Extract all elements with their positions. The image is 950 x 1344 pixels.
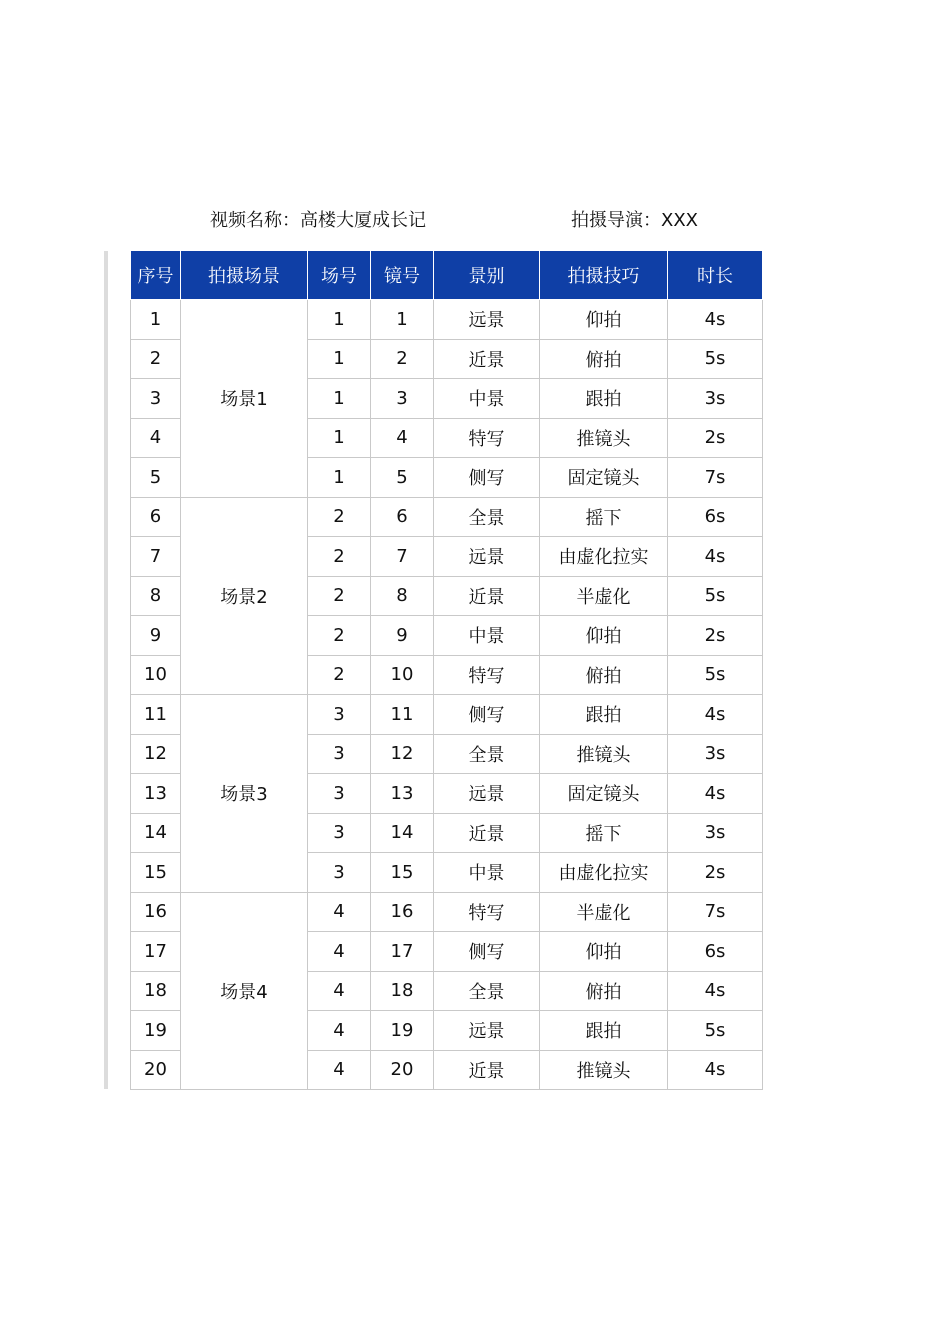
cell-duration: 3s: [668, 379, 763, 419]
cell-shot-size: 中景: [434, 616, 540, 656]
cell-duration: 4s: [668, 537, 763, 577]
cell-duration: 7s: [668, 458, 763, 498]
cell-shot-size: 近景: [434, 813, 540, 853]
cell-scene-no: 2: [308, 655, 371, 695]
cell-technique: 跟拍: [540, 1011, 668, 1051]
cell-shot-size: 全景: [434, 971, 540, 1011]
table-row: [131, 300, 763, 340]
cell-scene-no: 2: [308, 537, 371, 577]
cell-duration: 4s: [668, 1050, 763, 1090]
cell-shot-no: 20: [371, 1050, 434, 1090]
cell-no: 8: [131, 576, 181, 616]
left-accent-bar: [104, 251, 108, 1089]
cell-technique: 跟拍: [540, 379, 668, 419]
cell-scene-no: 3: [308, 734, 371, 774]
cell-scene-no: 3: [308, 813, 371, 853]
cell-duration: 3s: [668, 813, 763, 853]
cell-shot-size: 远景: [434, 1011, 540, 1051]
cell-shot-no: 1: [371, 300, 434, 340]
cell-no: 5: [131, 458, 181, 498]
cell-technique: 仰拍: [540, 616, 668, 656]
cell-no: 3: [131, 379, 181, 419]
cell-shot-no: 7: [371, 537, 434, 577]
header-cell-no: 序号: [131, 251, 181, 300]
document-meta: [0, 206, 950, 236]
cell-shot-no: 10: [371, 655, 434, 695]
cell-scene: 场景1: [181, 300, 308, 498]
cell-scene-no: 4: [308, 1050, 371, 1090]
cell-no: 2: [131, 339, 181, 379]
cell-technique: 推镜头: [540, 1050, 668, 1090]
cell-scene-no: 3: [308, 853, 371, 893]
cell-no: 12: [131, 734, 181, 774]
cell-shot-size: 侧写: [434, 458, 540, 498]
cell-technique: 由虚化拉实: [540, 853, 668, 893]
cell-scene-no: 4: [308, 1011, 371, 1051]
cell-no: 7: [131, 537, 181, 577]
cell-shot-no: 16: [371, 892, 434, 932]
cell-technique: 固定镜头: [540, 774, 668, 814]
cell-duration: 5s: [668, 655, 763, 695]
cell-technique: 摇下: [540, 813, 668, 853]
cell-no: 9: [131, 616, 181, 656]
cell-shot-no: 4: [371, 418, 434, 458]
cell-scene: 场景4: [181, 892, 308, 1090]
cell-duration: 4s: [668, 300, 763, 340]
table-row: [131, 497, 763, 537]
cell-shot-no: 9: [371, 616, 434, 656]
cell-duration: 6s: [668, 497, 763, 537]
cell-shot-no: 11: [371, 695, 434, 735]
cell-technique: 跟拍: [540, 695, 668, 735]
cell-duration: 7s: [668, 892, 763, 932]
cell-duration: 2s: [668, 418, 763, 458]
cell-no: 11: [131, 695, 181, 735]
cell-no: 15: [131, 853, 181, 893]
cell-no: 20: [131, 1050, 181, 1090]
cell-shot-no: 5: [371, 458, 434, 498]
cell-no: 18: [131, 971, 181, 1011]
cell-technique: 仰拍: [540, 932, 668, 972]
cell-shot-no: 18: [371, 971, 434, 1011]
director-value: XXX: [661, 210, 698, 231]
cell-shot-size: 近景: [434, 339, 540, 379]
header-cell-scene: 拍摄场景: [181, 251, 308, 300]
cell-shot-no: 2: [371, 339, 434, 379]
cell-shot-no: 12: [371, 734, 434, 774]
cell-shot-size: 全景: [434, 734, 540, 774]
cell-shot-size: 近景: [434, 576, 540, 616]
cell-shot-no: 8: [371, 576, 434, 616]
header-cell-duration: 时长: [668, 251, 763, 300]
cell-shot-size: 中景: [434, 379, 540, 419]
header-row: [131, 251, 763, 300]
cell-scene-no: 1: [308, 418, 371, 458]
header-cell-shot-size: 景别: [434, 251, 540, 300]
cell-no: 10: [131, 655, 181, 695]
cell-no: 4: [131, 418, 181, 458]
cell-no: 6: [131, 497, 181, 537]
table-header: [131, 251, 763, 300]
cell-technique: 仰拍: [540, 300, 668, 340]
cell-duration: 6s: [668, 932, 763, 972]
cell-technique: 摇下: [540, 497, 668, 537]
cell-technique: 俯拍: [540, 339, 668, 379]
cell-scene-no: 4: [308, 932, 371, 972]
cell-technique: 俯拍: [540, 971, 668, 1011]
cell-shot-no: 3: [371, 379, 434, 419]
cell-duration: 3s: [668, 734, 763, 774]
cell-shot-no: 15: [371, 853, 434, 893]
cell-shot-size: 中景: [434, 853, 540, 893]
cell-shot-size: 侧写: [434, 932, 540, 972]
table-row: [131, 695, 763, 735]
header-cell-scene-no: 场号: [308, 251, 371, 300]
cell-technique: 推镜头: [540, 734, 668, 774]
cell-shot-no: 17: [371, 932, 434, 972]
cell-technique: 推镜头: [540, 418, 668, 458]
cell-shot-size: 特写: [434, 655, 540, 695]
video-name-label: 视频名称：: [210, 210, 300, 231]
cell-duration: 4s: [668, 695, 763, 735]
cell-duration: 4s: [668, 774, 763, 814]
cell-scene-no: 2: [308, 497, 371, 537]
cell-scene-no: 1: [308, 339, 371, 379]
cell-shot-no: 14: [371, 813, 434, 853]
table-body: [131, 300, 763, 1090]
director-field: [571, 206, 698, 236]
cell-no: 1: [131, 300, 181, 340]
cell-scene-no: 2: [308, 576, 371, 616]
cell-duration: 5s: [668, 576, 763, 616]
cell-shot-no: 19: [371, 1011, 434, 1051]
cell-scene: 场景3: [181, 695, 308, 893]
cell-shot-size: 远景: [434, 300, 540, 340]
cell-technique: 半虚化: [540, 576, 668, 616]
cell-no: 16: [131, 892, 181, 932]
header-cell-technique: 拍摄技巧: [540, 251, 668, 300]
cell-duration: 2s: [668, 853, 763, 893]
cell-no: 19: [131, 1011, 181, 1051]
cell-scene-no: 2: [308, 616, 371, 656]
cell-shot-size: 近景: [434, 1050, 540, 1090]
cell-scene-no: 3: [308, 774, 371, 814]
cell-scene-no: 4: [308, 971, 371, 1011]
cell-scene-no: 3: [308, 695, 371, 735]
cell-scene-no: 4: [308, 892, 371, 932]
shot-list-table: [130, 250, 763, 1090]
cell-shot-size: 全景: [434, 497, 540, 537]
director-label: 拍摄导演：: [571, 210, 661, 231]
header-cell-shot-no: 镜号: [371, 251, 434, 300]
cell-technique: 半虚化: [540, 892, 668, 932]
cell-technique: 固定镜头: [540, 458, 668, 498]
cell-shot-size: 远景: [434, 774, 540, 814]
cell-duration: 5s: [668, 1011, 763, 1051]
cell-shot-size: 特写: [434, 418, 540, 458]
cell-technique: 俯拍: [540, 655, 668, 695]
cell-duration: 4s: [668, 971, 763, 1011]
cell-scene-no: 1: [308, 458, 371, 498]
cell-scene-no: 1: [308, 379, 371, 419]
cell-scene: 场景2: [181, 497, 308, 695]
table-row: [131, 892, 763, 932]
cell-no: 17: [131, 932, 181, 972]
cell-technique: 由虚化拉实: [540, 537, 668, 577]
cell-no: 14: [131, 813, 181, 853]
cell-no: 13: [131, 774, 181, 814]
cell-duration: 2s: [668, 616, 763, 656]
video-name-field: [210, 206, 426, 236]
cell-shot-size: 特写: [434, 892, 540, 932]
cell-shot-no: 13: [371, 774, 434, 814]
cell-shot-size: 侧写: [434, 695, 540, 735]
cell-scene-no: 1: [308, 300, 371, 340]
cell-shot-size: 远景: [434, 537, 540, 577]
video-name-value: 高楼大厦成长记: [300, 210, 426, 231]
cell-shot-no: 6: [371, 497, 434, 537]
cell-duration: 5s: [668, 339, 763, 379]
